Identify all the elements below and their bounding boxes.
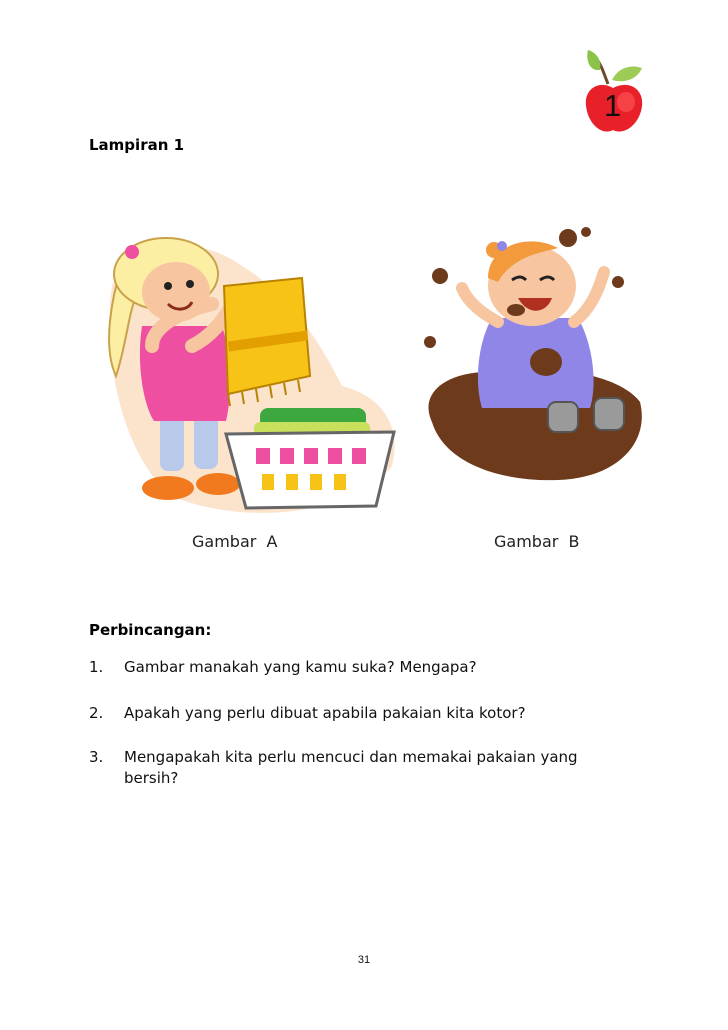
page-heading: Lampiran 1 (89, 136, 185, 154)
badge-number: 1 (604, 88, 622, 123)
discussion-title: Perbincangan: (89, 621, 212, 639)
child-mud-illustration (418, 222, 650, 482)
question-text: Apakah yang perlu dibuat apabila pakaian kita kotor? (124, 704, 526, 722)
caption-picture-a: Gambar A (192, 532, 278, 551)
caption-picture-b: Gambar B (494, 532, 580, 551)
question-number: 1. (89, 658, 104, 676)
question-text: Mengapakah kita perlu mencuci dan memakai pakaian yang bersih? (124, 748, 578, 787)
apple-badge (582, 44, 644, 136)
question-number: 3. (89, 748, 104, 766)
page-number: 31 (357, 954, 371, 966)
girl-laundry-illustration (92, 226, 408, 516)
question-number: 2. (89, 704, 104, 722)
question-text: Gambar manakah yang kamu suka? Mengapa? (124, 658, 477, 676)
